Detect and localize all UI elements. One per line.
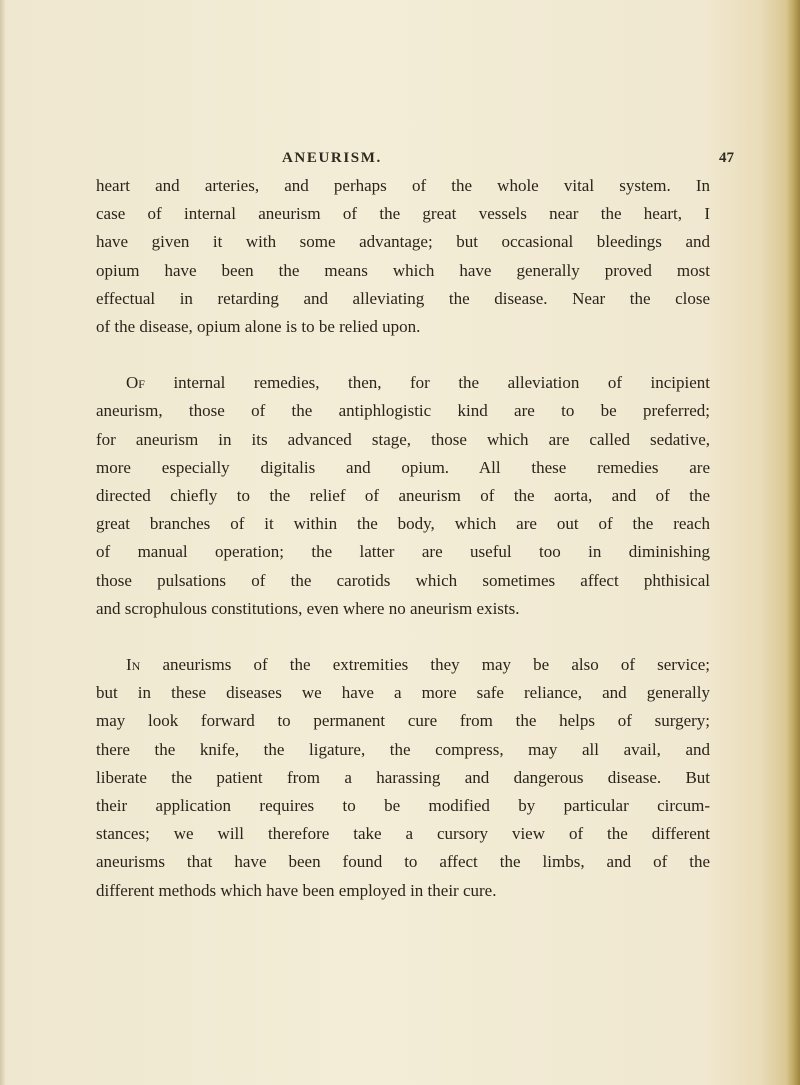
- text-line: for aneurism in its advanced stage, those which are called sedative,: [96, 429, 710, 449]
- paragraph-gap: [96, 623, 710, 651]
- text-line: of manual operation; the latter are useful too in diminishing: [96, 542, 710, 562]
- text-line-rest: aneurisms of the extremities they may be also of service;: [140, 655, 710, 675]
- text-line: have given it with some advantage; but occasional bleedings and: [96, 232, 710, 252]
- paragraph-gap: [96, 341, 710, 369]
- text-line-first: [96, 651, 710, 679]
- text-line: liberate the patient from a harassing and dangerous disease. But: [96, 767, 710, 787]
- page-header: [96, 150, 750, 174]
- text-line: their application requires to be modified by particular circum-: [96, 796, 710, 816]
- body-text: [96, 172, 710, 905]
- paragraph-2: [96, 369, 710, 623]
- page-number: 47: [719, 150, 734, 166]
- text-line: aneurisms that have been found to affect the limbs, and of the: [96, 852, 710, 872]
- paragraph-lead-word: In: [126, 655, 141, 675]
- text-line: case of internal aneurism of the great vessels near the heart, I: [96, 204, 710, 224]
- paragraph-1: [96, 172, 710, 341]
- text-line: directed chiefly to the relief of aneurism of the aorta, and of the: [96, 486, 710, 506]
- text-line-first: [96, 369, 710, 397]
- text-line: great branches of it within the body, which are out of the reach: [96, 514, 710, 534]
- text-line: different methods which have been employed in their cure.: [96, 880, 497, 900]
- text-line: there the knife, the ligature, the compress, may all avail, and: [96, 739, 710, 759]
- page-gutter-shadow: [0, 0, 6, 1085]
- page-edge: [786, 0, 800, 1085]
- text-line: opium have been the means which have generally proved most: [96, 260, 710, 280]
- text-line: stances; we will therefore take a cursory view of the different: [96, 824, 710, 844]
- text-line: aneurism, those of the antiphlogistic kind are to be preferred;: [96, 401, 710, 421]
- text-line: and scrophulous constitutions, even where no aneurism exists.: [96, 598, 520, 618]
- text-line: may look forward to permanent cure from the helps of surgery;: [96, 711, 710, 731]
- text-line: effectual in retarding and alleviating the disease. Near the close: [96, 288, 710, 308]
- text-line: heart and arteries, and perhaps of the whole vital system. In: [96, 176, 710, 195]
- text-line: of the disease, opium alone is to be relied upon.: [96, 317, 421, 337]
- paragraph-lead-word: Of: [126, 373, 145, 393]
- text-line: more especially digitalis and opium. All these remedies are: [96, 457, 710, 477]
- text-line: those pulsations of the carotids which sometimes affect phthisical: [96, 570, 710, 590]
- text-line-rest: internal remedies, then, for the alleviation of incipient: [144, 373, 710, 393]
- paragraph-3: [96, 651, 710, 905]
- running-head: ANEURISM.: [282, 150, 382, 166]
- text-line: but in these diseases we have a more safe reliance, and generally: [96, 683, 710, 703]
